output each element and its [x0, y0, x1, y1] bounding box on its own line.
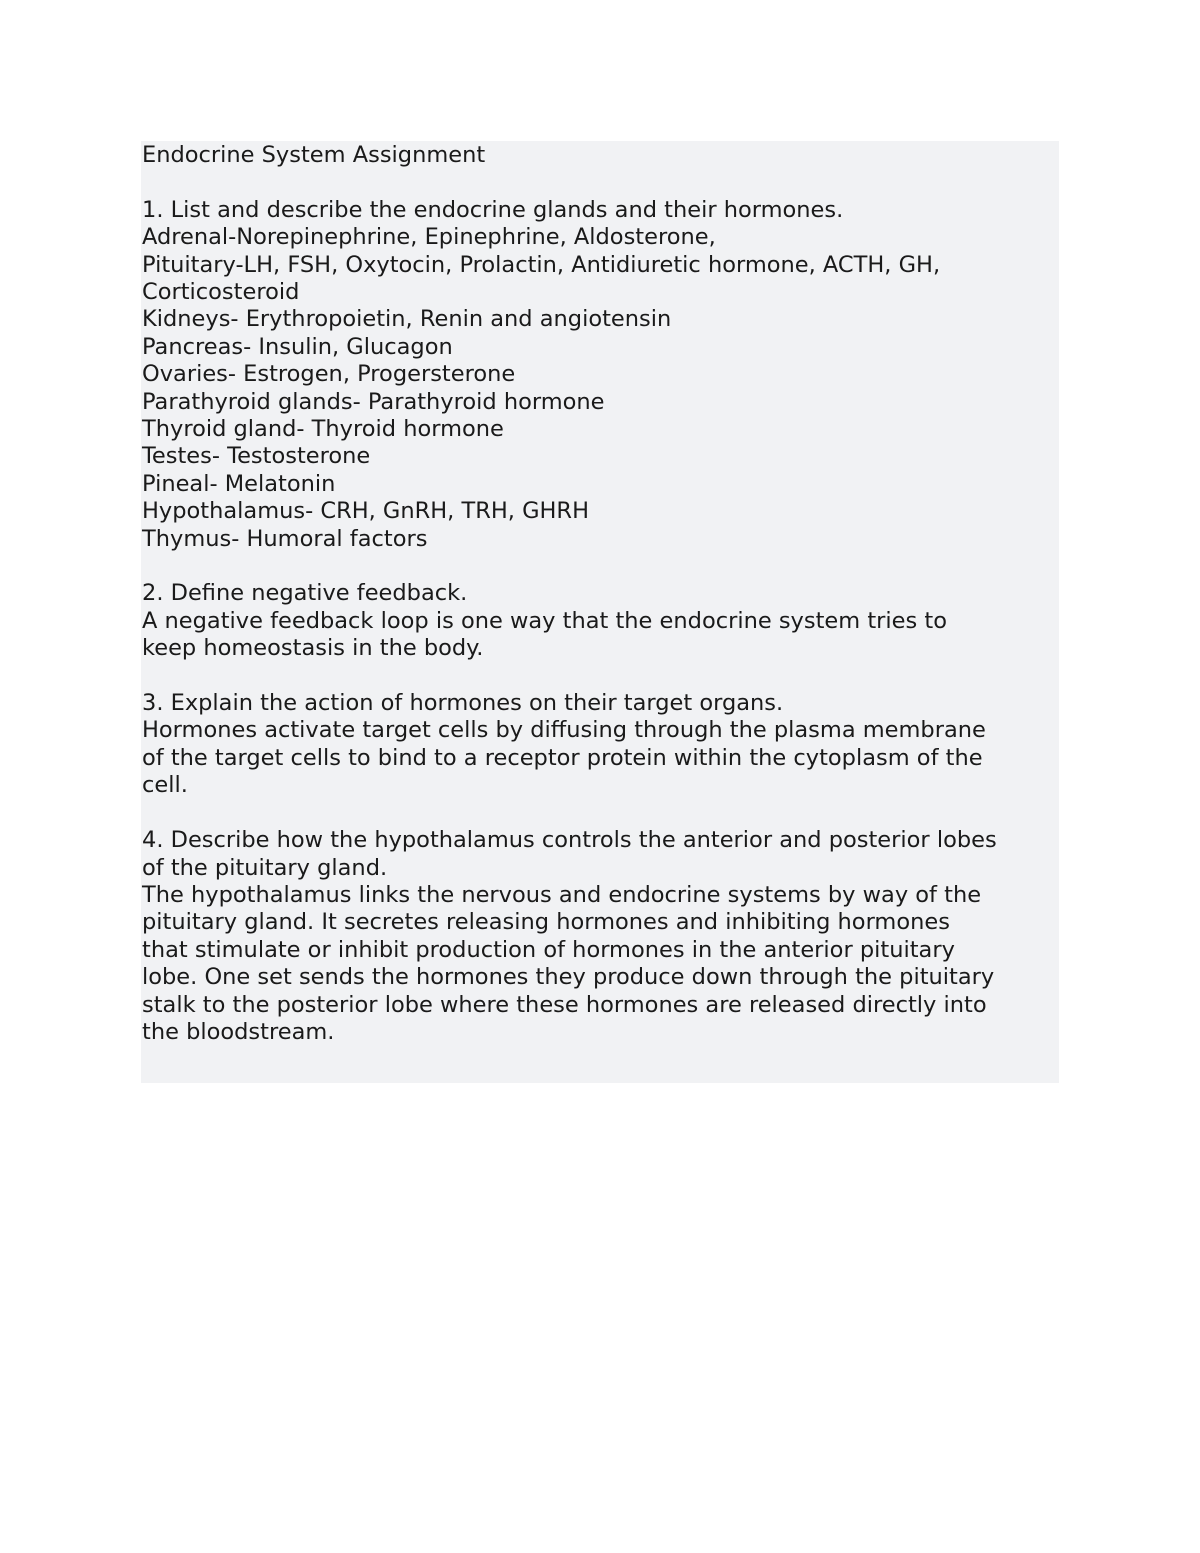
answer-1-line: Thyroid gland- Thyroid hormone	[142, 416, 504, 443]
answer-1-line: Corticosteroid	[142, 279, 300, 306]
answer-1-line: Thymus- Humoral factors	[142, 525, 428, 552]
document-title: Endocrine System Assignment	[142, 142, 486, 168]
answer-1-line: Pancreas- Insulin, Glucagon	[142, 333, 453, 360]
answer-1-line: Pituitary-LH, FSH, Oxytocin, Prolactin, Antidiuretic hormone, ACTH, GH,	[142, 251, 941, 278]
question-3: 3. Explain the action of hormones on their target organs.	[142, 690, 784, 717]
answer-1-line: Kidneys- Erythropoietin, Renin and angiotensin	[142, 306, 672, 333]
answer-1-line: Parathyroid glands- Parathyroid hormone	[142, 388, 605, 415]
question-4-line: 4. Describe how the hypothalamus controls the anterior and posterior lobes	[142, 827, 997, 854]
answer-1-line: Ovaries- Estrogen, Progersterone	[142, 361, 516, 388]
answer-3-line: Hormones activate target cells by diffusing through the plasma membrane	[142, 717, 986, 744]
answer-1-line: Testes- Testosterone	[142, 443, 371, 470]
answer-2-line: A negative feedback loop is one way that the endocrine system tries to	[142, 607, 947, 634]
question-4-line: of the pituitary gland.	[142, 854, 388, 881]
document-body	[142, 142, 1059, 1046]
answer-4-line: pituitary gland. It secretes releasing hormones and inhibiting hormones	[142, 909, 950, 936]
question-2: 2. Define negative feedback.	[142, 580, 468, 607]
answer-2-line: keep homeostasis in the body.	[142, 635, 484, 662]
answer-4-line: stalk to the posterior lobe where these hormones are released directly into	[142, 991, 987, 1018]
answer-4-line: The hypothalamus links the nervous and endocrine systems by way of the	[142, 881, 982, 908]
spacer	[142, 553, 1059, 580]
answer-1-line: Adrenal-Norepinephrine, Epinephrine, Aldosterone,	[142, 224, 716, 251]
answer-3-line: of the target cells to bind to a receptor protein within the cytoplasm of the	[142, 744, 983, 771]
spacer	[142, 800, 1059, 827]
answer-1-line: Hypothalamus- CRH, GnRH, TRH, GHRH	[142, 498, 589, 525]
spacer	[142, 663, 1059, 690]
answer-4-line: lobe. One set sends the hormones they produce down through the pituitary	[142, 964, 995, 991]
answer-1-line: Pineal- Melatonin	[142, 470, 336, 497]
spacer	[142, 169, 1059, 196]
question-1: 1. List and describe the endocrine glands and their hormones.	[142, 196, 844, 223]
answer-4-line: that stimulate or inhibit production of hormones in the anterior pituitary	[142, 936, 955, 963]
answer-4-line: the bloodstream.	[142, 1018, 335, 1045]
document-content	[141, 141, 1059, 1083]
answer-3-line: cell.	[142, 772, 188, 799]
